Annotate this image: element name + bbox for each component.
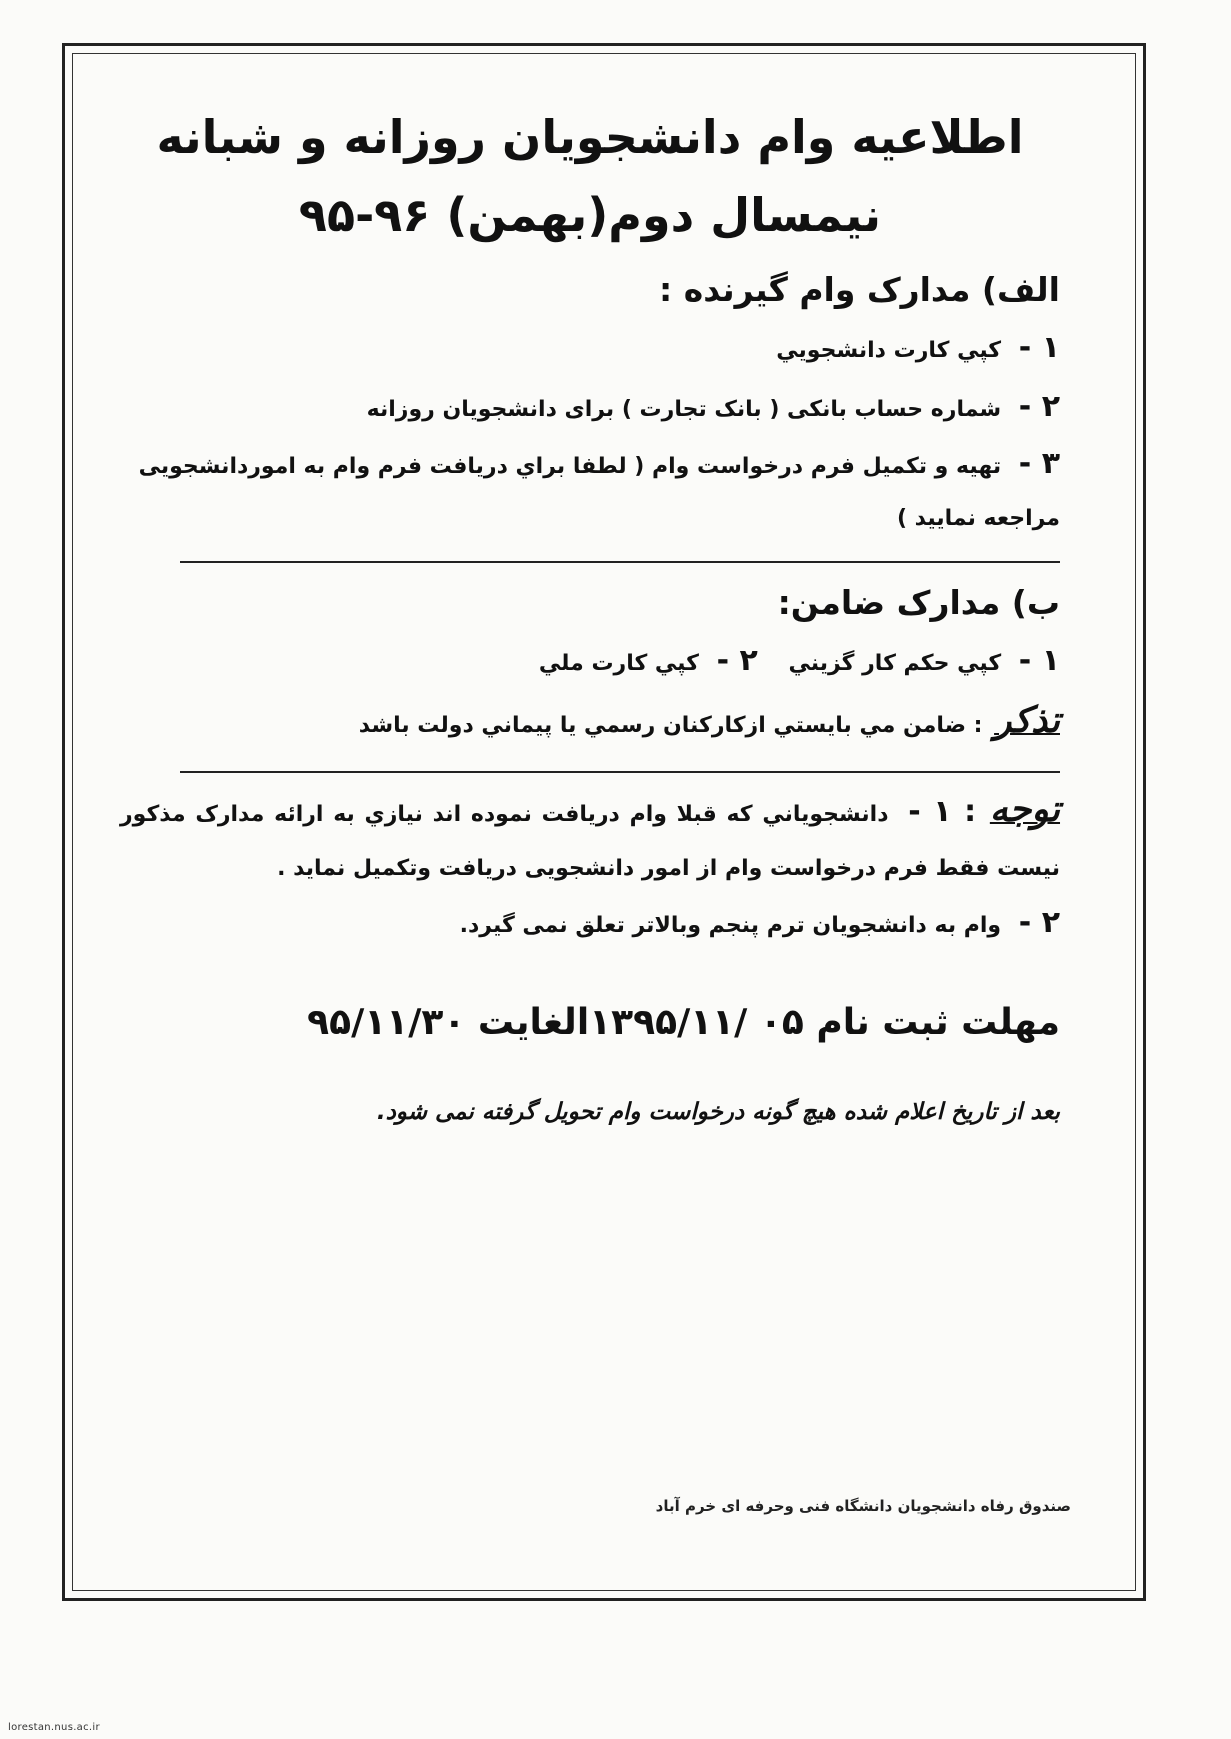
item-number: ۱ -: [1018, 643, 1060, 678]
late-submission-warning: بعد از تاریخ اعلام شده هیچ گونه درخواست وام تحویل گرفته نمی شود.: [376, 1099, 1060, 1125]
item-text: کپي کارت دانشجويي: [776, 338, 1002, 363]
registration-deadline: مهلت ثبت نام ۰۵ /۱۳۹۵/۱۱الغایت ۹۵/۱۱/۳۰: [307, 1002, 1060, 1043]
item-number: ۳ -: [1018, 446, 1060, 481]
item-text: کپي حکم کار گزيني: [788, 651, 1002, 676]
site-watermark: lorestan.nus.ac.ir: [8, 1722, 100, 1733]
issuer-footer: صندوق رفاه دانشجویان دانشگاه فنی وحرفه ای خرم آباد: [655, 1497, 1071, 1515]
item-number: ۱ -: [1018, 330, 1060, 365]
divider-line: [180, 561, 1060, 563]
section-a-title: الف) مدارک وام گیرنده :: [659, 270, 1060, 309]
section-b-items: [120, 633, 1060, 692]
item-text: وام به دانشجویان ترم پنجم وبالاتر تعلق نمی گیرد.: [459, 913, 1002, 938]
item-text: تهیه و تکمیل فرم درخواست وام ( لطفا براي دريافت فرم وام به اموردانشجویی مراجعه نمایید ): [138, 454, 1060, 531]
item-text: کپي کارت ملي: [538, 651, 699, 676]
notice-title: اطلاعیه وام دانشجویان روزانه و شبانه: [156, 110, 1024, 164]
section-a-item-3: [120, 438, 1060, 545]
attention-item-2: [120, 896, 1060, 953]
item-text: شماره حساب بانکی ( بانک تجارت ) برای دانشجویان روزانه: [366, 397, 1002, 422]
divider-line: [180, 771, 1060, 773]
item-number: ۲ -: [716, 643, 758, 678]
attention-item-1: [120, 783, 1060, 896]
section-a-item-2: [120, 379, 1060, 438]
section-b-title: ب) مدارک ضامن:: [777, 583, 1060, 622]
reminder-label: تذکر: [994, 700, 1060, 741]
item-number: ۲ -: [1018, 389, 1060, 424]
reminder-line: [120, 692, 1060, 755]
item-number: : ۱ -: [908, 794, 977, 829]
item-text: دانشجوياني که قبلا وام دريافت نموده اند نيازي به ارائه مدارک مذکور نیست فقط فرم درخواست وام از امور دانشجویی دریافت وتکمیل نماید .: [120, 802, 1060, 881]
notice-subtitle: نیمسال دوم(بهمن) ۹۶-۹۵: [298, 188, 882, 242]
notice-body: [120, 80, 1060, 1137]
section-a-item-1: [120, 320, 1060, 379]
reminder-text: : ضامن مي بايستي ازکارکنان رسمي يا پيماني دولت باشد: [358, 713, 983, 738]
item-number: ۲ -: [1018, 905, 1060, 940]
attention-label: توجه: [989, 789, 1061, 830]
